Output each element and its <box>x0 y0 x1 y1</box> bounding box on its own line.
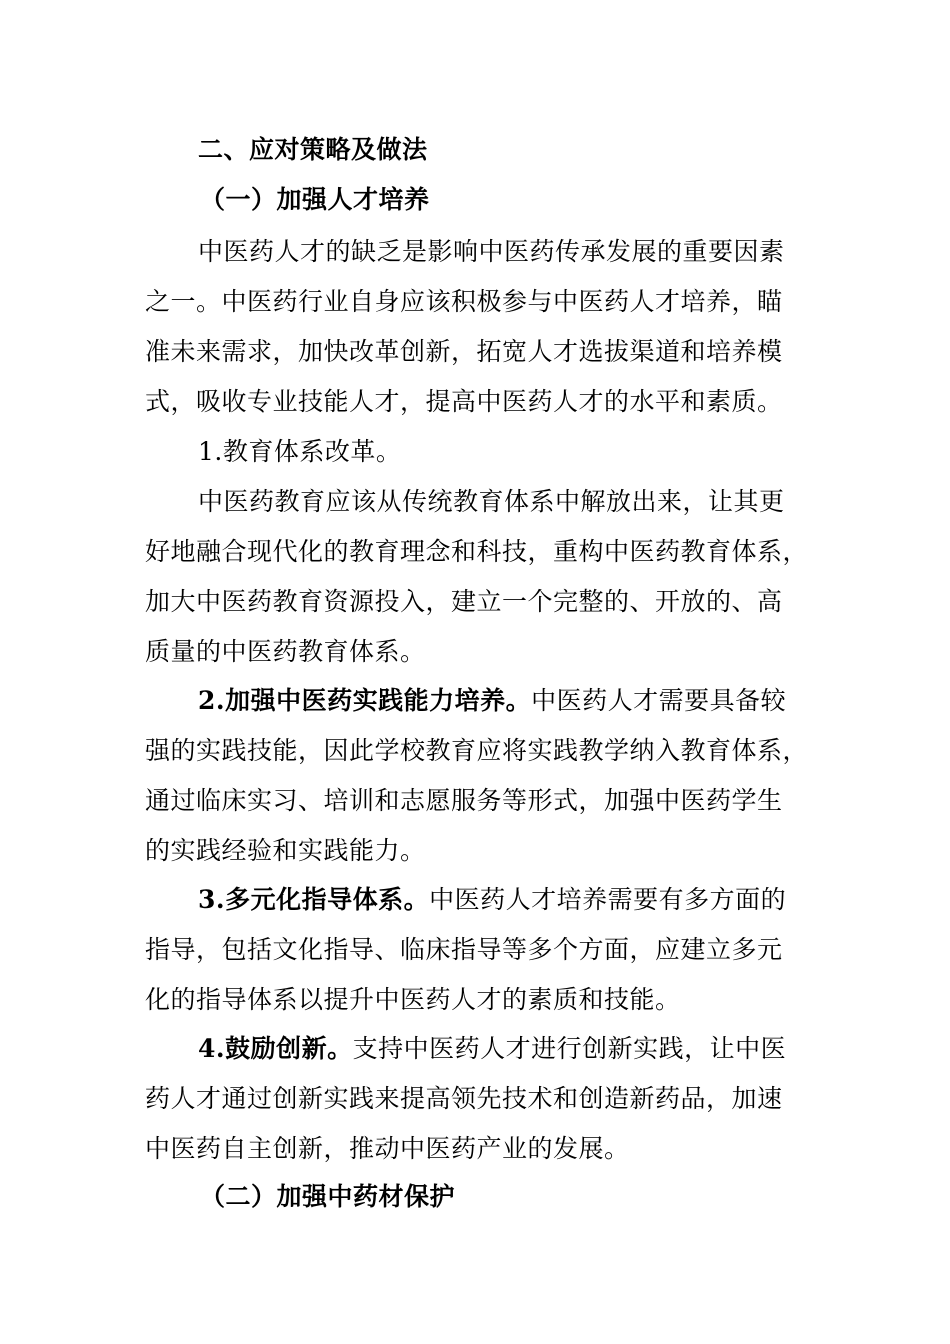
paragraph-text: 中医药人才培养需要有多方面的 <box>429 885 787 914</box>
paragraph-line: 通过临床实习、培训和志愿服务等形式，加强中医药学生 <box>145 786 783 815</box>
paragraph-line: 式，吸收专业技能人才，提高中医药人才的水平和素质。 <box>145 387 783 416</box>
paragraph-line: 化的指导体系以提升中医药人才的素质和技能。 <box>145 985 681 1014</box>
item-heading-education-reform: 1.教育体系改革。 <box>198 437 402 466</box>
item-heading-practice: 2.加强中医药实践能力培养。 <box>198 686 532 715</box>
subsection-heading-talent: （一）加强人才培养 <box>200 185 430 214</box>
paragraph-line: 中医药人才的缺乏是影响中医药传承发展的重要因素 <box>198 237 785 266</box>
paragraph-line <box>198 1032 786 1066</box>
paragraph-line <box>198 684 786 718</box>
paragraph-line: 好地融合现代化的教育理念和科技，重构中医药教育体系， <box>145 537 809 566</box>
paragraph-line: 药人才通过创新实践来提高领先技术和创造新药品，加速 <box>145 1084 783 1113</box>
paragraph-line: 准未来需求，加快改革创新，拓宽人才选拔渠道和培养模 <box>145 337 783 366</box>
paragraph-line: 强的实践技能，因此学校教育应将实践教学纳入教育体系， <box>145 736 809 765</box>
paragraph-text: 支持中医药人才进行创新实践，让中医 <box>352 1034 787 1063</box>
paragraph-line: 之一。中医药行业自身应该积极参与中医药人才培养，瞄 <box>145 287 783 316</box>
paragraph-line: 加大中医药教育资源投入，建立一个完整的、开放的、高 <box>145 587 783 616</box>
paragraph-text: 中医药人才需要具备较 <box>531 686 787 715</box>
paragraph-line: 中医药自主创新，推动中医药产业的发展。 <box>145 1134 630 1163</box>
subsection-heading-herbs: （二）加强中药材保护 <box>200 1182 456 1211</box>
paragraph-line: 质量的中医药教育体系。 <box>145 637 426 666</box>
item-heading-guidance: 3.多元化指导体系。 <box>198 885 430 914</box>
paragraph-line: 的实践经验和实践能力。 <box>145 836 426 865</box>
paragraph-line: 中医药教育应该从传统教育体系中解放出来，让其更 <box>198 487 785 516</box>
item-heading-innovation: 4.鼓励创新。 <box>198 1034 353 1063</box>
paragraph-line: 指导，包括文化指导、临床指导等多个方面，应建立多元 <box>145 935 783 964</box>
section-heading: 二、应对策略及做法 <box>198 135 428 164</box>
paragraph-line <box>198 883 786 917</box>
